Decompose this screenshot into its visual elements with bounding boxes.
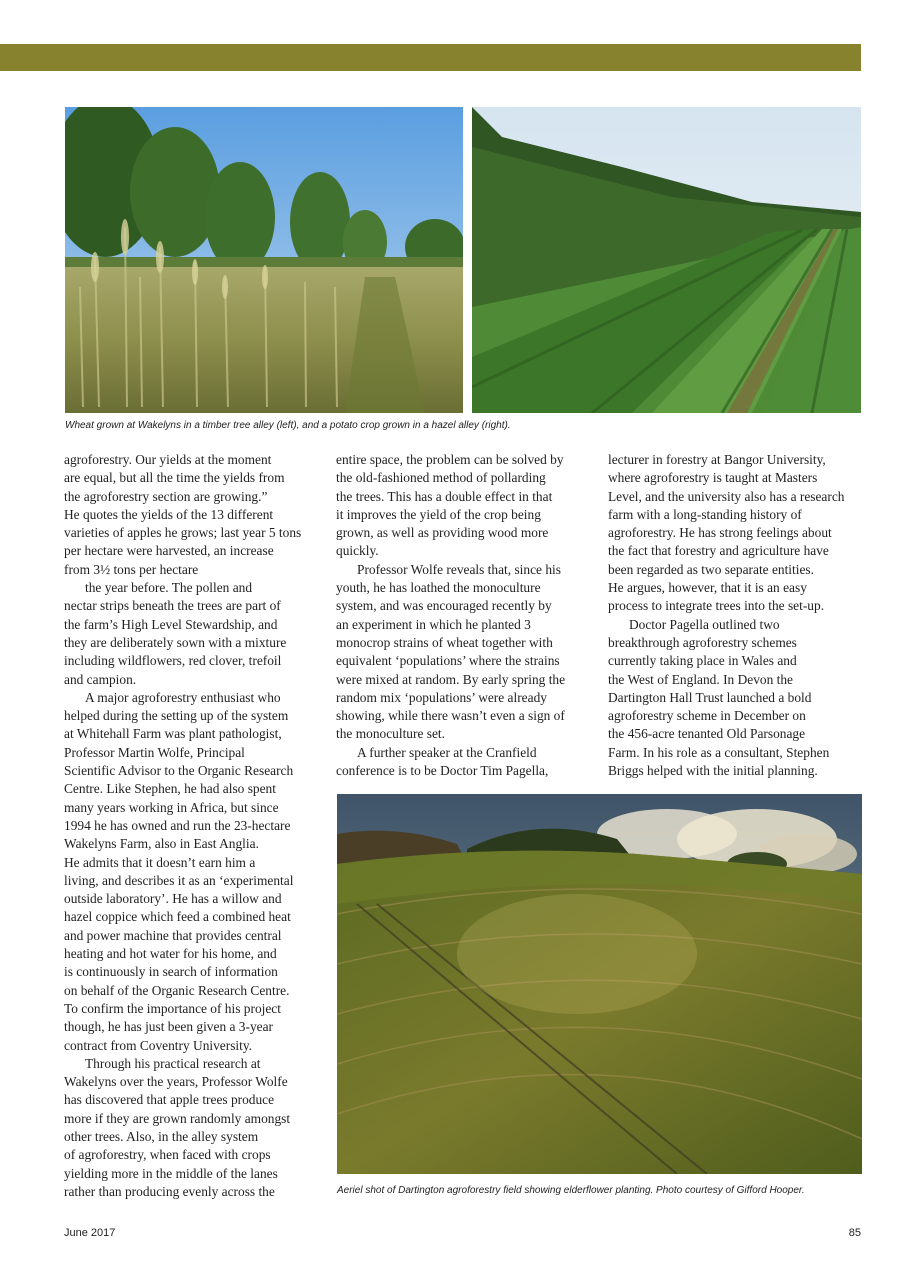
text-line: and power machine that provides central	[64, 927, 282, 943]
text-line: where agroforestry is taught at Masters	[608, 470, 818, 486]
text-line: per hectare were harvested, an increase	[64, 543, 274, 559]
text-line: agroforestry. Our yields at the moment	[64, 452, 272, 467]
text-line: He argues, however, that it is an easy	[608, 580, 807, 596]
text-line: has discovered that apple trees produce	[64, 1092, 275, 1108]
page-number: 85	[848, 1227, 861, 1239]
text-line: it improves the yield of the crop being	[336, 506, 541, 522]
text-line: entire space, the problem can be solved by	[336, 452, 564, 467]
text-line: varieties of apples he grows; last year 5 tons	[64, 525, 302, 541]
text-line: the agroforestry section are growing.”	[64, 488, 268, 504]
text-line: on behalf of the Organic Research Centre.	[64, 982, 290, 998]
text-line: rather than producing evenly across the	[64, 1183, 275, 1199]
text-line: Centre. Like Stephen, he had also spent	[64, 781, 276, 797]
text-line: Wakelyns Farm, also in East Anglia.	[64, 836, 259, 852]
wheat-alley-photo	[65, 107, 463, 413]
text-line: an experiment in which he planted 3	[336, 616, 531, 632]
text-line: living, and describes it as an ‘experimental	[64, 872, 294, 888]
text-line: were mixed at random. By early spring the	[336, 671, 566, 687]
text-line: helped during the setting up of the system	[64, 708, 289, 724]
text-line: Professor Wolfe reveals that, since his	[357, 561, 561, 577]
potato-alley-photo	[472, 107, 861, 413]
text-line: the fact that forestry and agriculture have	[608, 543, 829, 559]
text-line: Professor Martin Wolfe, Principal	[64, 744, 245, 760]
text-line: of agroforestry, when faced with crops	[64, 1147, 271, 1163]
text-line: equivalent ‘populations’ where the strains	[336, 653, 560, 669]
text-line: the monoculture set.	[336, 726, 445, 742]
text-line: agroforestry. He has strong feelings about	[608, 525, 832, 541]
text-line: Farm. In his role as a consultant, Stephen	[608, 744, 830, 760]
text-line: nectar strips beneath the trees are part of	[64, 598, 281, 614]
text-line: hazel coppice which feed a combined heat	[64, 909, 291, 925]
text-line: showing, while there wasn’t even a sign of	[336, 708, 565, 724]
top-photos-caption: Wheat grown at Wakelyns in a timber tree alley (left), and a potato crop grown in a hazel alley (right).	[65, 420, 511, 431]
text-column-3	[608, 451, 868, 780]
text-line: Wakelyns over the years, Professor Wolfe	[64, 1074, 288, 1090]
text-line: monocrop strains of wheat together with	[336, 634, 553, 650]
text-line: the 456-acre tenanted Old Parsonage	[608, 726, 806, 742]
text-line: currently taking place in Wales and	[608, 653, 797, 669]
text-line: from 3½ tons per hectare	[64, 561, 199, 577]
text-line: though, he has just been given a 3-year	[64, 1019, 273, 1035]
text-line: including wildflowers, red clover, trefoil	[64, 653, 282, 669]
text-line: agroforestry scheme in December on	[608, 708, 806, 724]
text-line: A major agroforestry enthusiast who	[85, 689, 281, 705]
text-line: quickly.	[336, 543, 379, 559]
text-line: random mix ‘populations’ were already	[336, 689, 547, 705]
text-line: Briggs helped with the initial planning.	[608, 763, 818, 779]
header-color-band	[0, 44, 861, 71]
text-line: He quotes the yields of the 13 different	[64, 506, 274, 522]
text-line: the West of England. In Devon the	[608, 671, 793, 687]
text-line: 1994 he has owned and run the 23-hectare	[64, 817, 291, 833]
text-line: outside laboratory’. He has a willow and	[64, 891, 282, 907]
text-line: the farm’s High Level Stewardship, and	[64, 616, 278, 632]
text-line: Dartington Hall Trust launched a bold	[608, 689, 812, 705]
text-line: Scientific Advisor to the Organic Research	[64, 763, 294, 779]
text-line: heating and hot water for his home, and	[64, 946, 277, 962]
text-line: more if they are grown randomly amongst	[64, 1110, 291, 1126]
text-line: system, and was encouraged recently by	[336, 598, 552, 614]
text-line: at Whitehall Farm was plant pathologist,	[64, 726, 282, 742]
text-line: grown, as well as providing wood more	[336, 525, 549, 541]
text-line: they are deliberately sown with a mixture	[64, 634, 287, 650]
text-line: the old-fashioned method of pollarding	[336, 470, 546, 486]
text-line: Through his practical research at	[85, 1055, 261, 1071]
text-line: is continuously in search of information	[64, 964, 278, 980]
text-line: To confirm the importance of his project	[64, 1000, 281, 1016]
aerial-field-photo	[337, 794, 862, 1174]
text-line: contract from Coventry University.	[64, 1037, 253, 1053]
text-line: A further speaker at the Cranfield	[357, 744, 537, 760]
text-line: conference is to be Doctor Tim Pagella,	[336, 763, 549, 779]
text-line: yielding more in the middle of the lanes	[64, 1165, 278, 1181]
text-column-2	[336, 451, 598, 780]
text-line: been regarded as two separate entities.	[608, 561, 814, 577]
text-line: other trees. Also, in the alley system	[64, 1128, 259, 1144]
text-line: the year before. The pollen and	[85, 580, 253, 596]
text-line: farm with a long-standing history of	[608, 506, 802, 522]
text-line: He admits that it doesn’t earn him a	[64, 854, 256, 870]
aerial-photo-caption: Aeriel shot of Dartington agroforestry field showing elderflower planting. Photo courtesy of Gifford Hooper.	[337, 1185, 805, 1196]
text-line: youth, he has loathed the monoculture	[336, 580, 541, 596]
text-line: breakthrough agroforestry schemes	[608, 634, 797, 650]
text-line: Doctor Pagella outlined two	[629, 616, 780, 632]
text-line: Level, and the university also has a research	[608, 488, 845, 504]
text-line: the trees. This has a double effect in that	[336, 488, 553, 504]
text-line: many years working in Africa, but since	[64, 799, 279, 815]
text-line: and campion.	[64, 671, 137, 687]
footer-date: June 2017	[64, 1227, 116, 1239]
text-column-1	[64, 451, 326, 1201]
text-line: process to integrate trees into the set-up.	[608, 598, 825, 614]
text-line: lecturer in forestry at Bangor University,	[608, 452, 826, 467]
text-line: are equal, but all the time the yields from	[64, 470, 285, 486]
